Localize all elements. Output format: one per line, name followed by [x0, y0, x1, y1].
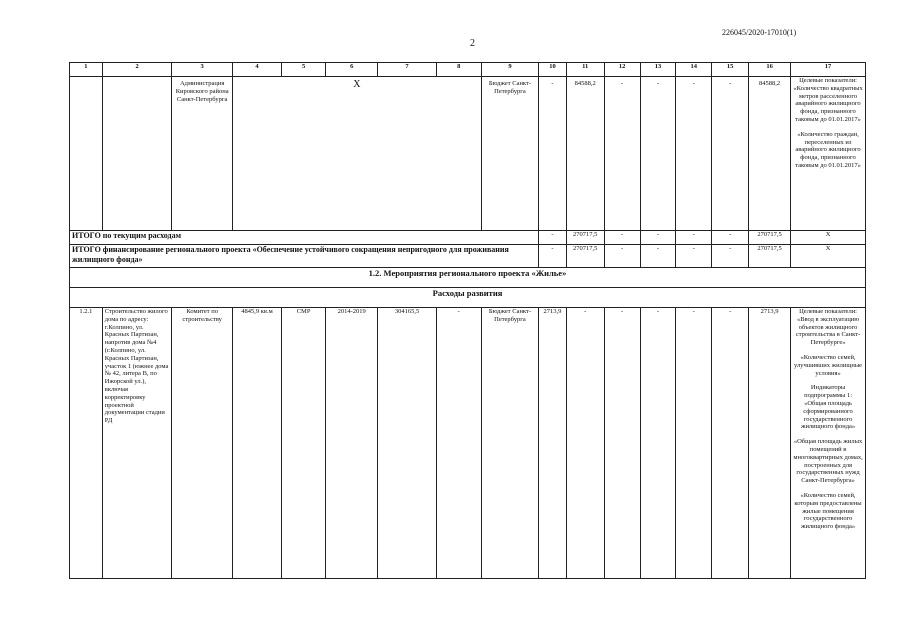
amount-cell: - — [676, 77, 712, 231]
indicator-text: «Общая площадь жилых помещений в многоквартирных домах, построенных для государственных нужд Санкт-Петербурга» — [793, 438, 863, 485]
table-row — [70, 308, 866, 579]
col-header: 15 — [712, 63, 749, 77]
indicator-text: «Количество граждан, переселенных из аварийного жилищного фонда, признанного таковым до 01.01.2017» — [795, 130, 861, 169]
indicator-text: Индикаторы подпрограммы 1: «Общая площадь сформированного государственного жилищного фонда» — [800, 384, 856, 431]
row-number: 1.2.1 — [70, 308, 103, 579]
amount-cell: - — [539, 77, 567, 231]
executor-cell: Администрация Кировского района Санкт-Петербурга — [172, 77, 232, 231]
col-header: 2 — [102, 63, 172, 77]
amount-cell: - — [604, 308, 640, 579]
budget-cell: Бюджет Санкт-Петербурга — [481, 308, 538, 579]
subsection-heading-row — [70, 288, 866, 308]
amount-cell: 84588,2 — [566, 77, 604, 231]
program-table — [69, 62, 866, 579]
col-header: 14 — [676, 63, 712, 77]
amount-cell: 2713,9 — [539, 308, 567, 579]
col-header: 5 — [282, 63, 326, 77]
col-header: 9 — [481, 63, 538, 77]
cost-cell: 304165,5 — [378, 308, 436, 579]
indicators-cell — [791, 77, 866, 231]
total-current-row: ИТОГО по текущим расходам - 270717,5 - - - - 270717,5 X — [70, 231, 866, 245]
amount-cell: - — [640, 77, 676, 231]
x-mark: X — [353, 79, 361, 90]
period-cell: 2014-2019 — [326, 308, 378, 579]
indicators-cell — [791, 308, 866, 579]
col-header: 6 — [326, 63, 378, 77]
page-number: 2 — [470, 38, 475, 49]
indicator-text: Целевые показатели: «Ввод в эксплуатацию объектов жилищного строительства в Санкт-Петербурге» — [795, 308, 861, 347]
col-header: 12 — [604, 63, 640, 77]
col-header: 4 — [232, 63, 281, 77]
col-header: 13 — [640, 63, 676, 77]
amount-cell: - — [640, 308, 676, 579]
amount-cell: 84588,2 — [749, 77, 791, 231]
col-header: 3 — [172, 63, 232, 77]
col-header: 7 — [378, 63, 436, 77]
col-header: 8 — [436, 63, 481, 77]
col-header: 1 — [70, 63, 103, 77]
amount-cell: - — [566, 308, 604, 579]
document-number: 226045/2020-17010(1) — [722, 28, 797, 37]
col-header: 16 — [749, 63, 791, 77]
total-label: ИТОГО по текущим расходам — [70, 231, 539, 245]
amount-cell: - — [436, 308, 481, 579]
col-header: 10 — [539, 63, 567, 77]
total-regional-row: ИТОГО финансирование регионального проекта «Обеспечение устойчивого сокращения непригодного для проживания жилищного фонда» - 270717,5 - - - - 270717,5 X — [70, 245, 866, 268]
subsection-title: Расходы развития — [70, 288, 866, 308]
indicator-text: «Количество семей, которым предоставлены жилые помещения государственного жилищного фонда» — [794, 491, 862, 531]
budget-cell: Бюджет Санкт-Петербурга — [481, 77, 538, 231]
amount-cell: - — [604, 77, 640, 231]
section-title: 1.2. Мероприятия регионального проекта «Жилье» — [70, 268, 866, 288]
executor-cell: Комитет по строительству — [172, 308, 232, 579]
total-label: ИТОГО финансирование регионального проекта «Обеспечение устойчивого сокращения непригодного для проживания жилищного фонда» — [70, 245, 539, 268]
amount-cell: - — [712, 77, 749, 231]
amount-cell: - — [676, 308, 712, 579]
capacity-cell: 4845,9 кв.м — [232, 308, 281, 579]
work-type-cell: СМР — [282, 308, 326, 579]
amount-cell: - — [712, 308, 749, 579]
col-header: 17 — [791, 63, 866, 77]
col-header: 11 — [566, 63, 604, 77]
section-heading-row — [70, 268, 866, 288]
object-name: Строительство жилого дома по адресу: г.Колпино, ул. Красных Партизан, напротив дома №4 (г.Колпино, ул. Красных Партизан, участок 1 (южнее дома № 42, литера В, по Ижорской ул.), включая корректировку проектной документации стадии РД — [102, 308, 172, 579]
amount-cell: 2713,9 — [749, 308, 791, 579]
table-row — [70, 77, 866, 231]
column-number-row — [70, 63, 866, 77]
indicator-text: «Количество семей, улучшивших жилищные условия» — [794, 353, 863, 377]
indicator-text: Целевые показатели: «Количество квадратных метров расселенного аварийного жилищного фонда, признанного таковым до 01.01.2017» — [793, 77, 863, 123]
